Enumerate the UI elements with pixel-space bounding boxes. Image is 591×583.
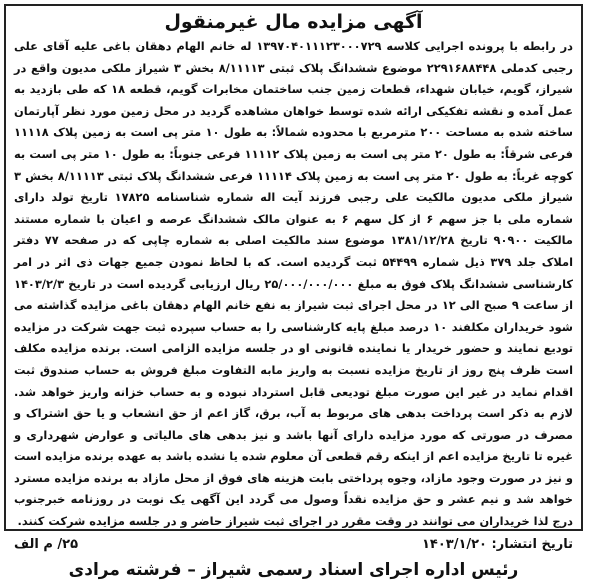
- notice-body: در رابطه با پرونده اجرایی کلاسه ۱۳۹۷۰۴۰۱۱۱۲۳۰۰۰۷۲۹ له خانم الهام دهقان باغی علیه آقای علی رجبی کدملی ۲۲۹۱۶۸۸۴۴۸ موضوع ششدانگ پلاک ثبتی ۸/۱۱۱۱۳ بخش ۳ شیراز ملکی مدیون واقع در شیراز، گویم، خیابان شهداء، قطعات زمین جنب ساختمان مخابرات گویم، قطعه ۱۸ که طی بازدید به عمل آمده و نقشه تفکیکی ارائه شده توسط خواهان مشاهده گردید در محل زمین مورد نظر آپارتمان ساخته شده به مساحت ۲۰۰ مترمربع با محدوده شمالاً: به طول ۱۰ متر پی است به زمین پلاک ۱۱۱۱۸ فرعی شرقاً: به طول ۲۰ متر پی است به زمین پلاک ۱۱۱۱۲ فرعی جنوباً: به طول ۱۰ متر پی است به کوچه غرباً: به طول ۲۰ متر پی است به زمین پلاک ۱۱۱۱۴ فرعی ششدانگ پلاک ثبتی ۸/۱۱۱۱۳ بخش ۳ شیراز ملکی مدیون مالکیت علی رجبی فرزند آیت اله شماره شناسنامه ۱۷۸۲۵ تاریخ تولد دارای شماره ملی با جز سهم ۶ از کل سهم ۶ به عنوان مالک ششدانگ عرصه و اعیان با شماره مستند مالکیت ۹۰۹۰۰ تاریخ ۱۳۸۱/۱۲/۲۸ موضوع سند مالکیت اصلی به شماره چاپی که در صفحه ۷۷ دفتر املاک جلد ۳۷۹ ذیل شماره ۵۴۴۹۹ ثبت گردیده است. که با لحاظ نمودن جمیع جهات ذی اثر در امر کارشناسی ششدانگ پلاک فوق به مبلغ ۲۵/۰۰۰/۰۰۰/۰۰۰ ریال ارزیابی گردیده است در تاریخ ۱۴۰۳/۲/۳ از ساعت ۹ صبح الی ۱۲ در محل اجرای ثبت شیراز به نفع خانم الهام دهقان باغی مزایده گذاشته می شود خریداران مکلفند ۱۰ درصد مبلغ پایه کارشناسی را به حساب سپرده ثبت جهت شرکت در مزایده تودیع نمایند و حضور خریدار یا نماینده قانونی او در جلسه مزایده الزامی است. برنده مزایده مکلف است ظرف پنج روز از تاریخ مزایده نسبت به واریز مابه التفاوت مبلغ فروش به حساب صندوق ثبت اقدام نماید در غیر این صورت مبلغ تودیعی قابل استرداد نبوده و به حساب خزانه واریز خواهد شد. لازم به ذکر است پرداخت بدهی های مربوط به آب، برق، گاز اعم از حق انشعاب و یا حق اشتراک و مصرف در صورتی که مورد مزایده دارای آنها باشد و نیز بدهی های مالیاتی و عوارض شهرداری و غیره تا تاریخ مزایده اعم از اینکه رقم قطعی آن معلوم شده یا نشده باشد به عهده برنده مزایده است و نیز در صورت وجود مازاد، وجوه پرداختی بابت هزینه های فوق از محل مازاد به برنده مزایده مسترد خواهد شد و نیم عشر و حق مزایده نقداً وصول می گردد این آگهی یک نوبت در روزنامه خبرجنوب درج لذا خریداران می توانند در وقت مقرر در اجرای ثبت شیراز حاضر و در جلسه مزایده شرکت کنند.: [14, 39, 574, 529]
- notice-title: آگهی مزایده مال غیرمنقول: [164, 11, 423, 33]
- reference-code: ۲۵/ م الف: [14, 536, 79, 552]
- publish-date: تاریخ انتشار: ۱۴۰۳/۱/۲۰: [421, 536, 573, 552]
- notice-signature: رئیس اداره اجرای اسناد رسمی شیراز – فرشته مرادی: [68, 559, 519, 580]
- notice-meta-row: [14, 535, 573, 555]
- auction-notice: [4, 4, 583, 580]
